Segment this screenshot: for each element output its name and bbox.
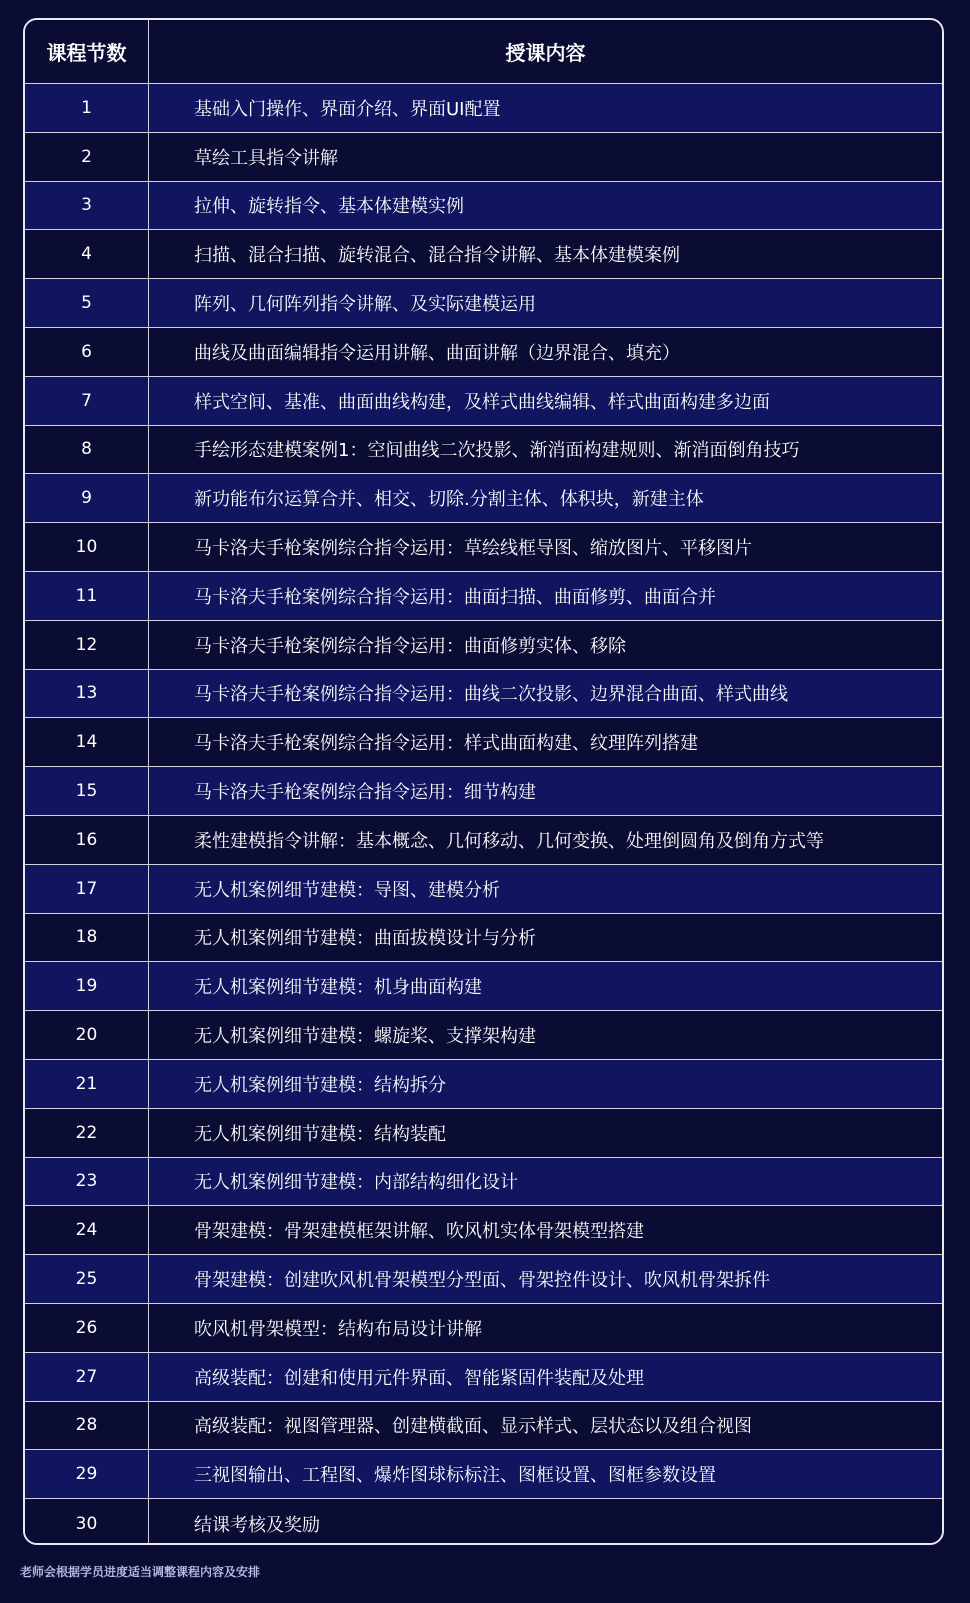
header-course-number: 课程节数 xyxy=(25,20,149,83)
table-row xyxy=(25,1206,942,1255)
table-row xyxy=(25,1304,942,1353)
course-content-cell: 马卡洛夫手枪案例综合指令运用：草绘线框导图、缩放图片、平移图片 xyxy=(194,538,752,560)
table-row xyxy=(25,84,942,133)
course-number-cell: 26 xyxy=(25,1304,149,1352)
table-row xyxy=(25,1109,942,1158)
course-number-cell: 22 xyxy=(25,1109,149,1157)
course-content-cell: 马卡洛夫手枪案例综合指令运用：样式曲面构建、纹理阵列搭建 xyxy=(194,733,698,755)
table-row xyxy=(25,426,942,475)
table-row xyxy=(25,328,942,377)
course-number-cell: 1 xyxy=(25,84,149,132)
course-content-cell: 吹风机骨架模型：结构布局设计讲解 xyxy=(194,1318,482,1340)
table-row xyxy=(25,182,942,231)
course-content-cell: 无人机案例细节建模：曲面拔模设计与分析 xyxy=(194,928,536,950)
footnote: 老师会根据学员进度适当调整课程内容及安排 xyxy=(20,1565,261,1579)
course-number-cell: 14 xyxy=(25,718,149,766)
course-number-cell: 19 xyxy=(25,962,149,1010)
course-content-cell: 马卡洛夫手枪案例综合指令运用：曲面修剪实体、移除 xyxy=(194,635,626,657)
table-row xyxy=(25,474,942,523)
course-content-cell: 高级装配：视图管理器、创建横截面、显示样式、层状态以及组合视图 xyxy=(194,1416,752,1438)
course-number-cell: 6 xyxy=(25,328,149,376)
course-number-cell: 7 xyxy=(25,377,149,425)
course-number-cell: 27 xyxy=(25,1353,149,1401)
course-content-cell: 扫描、混合扫描、旋转混合、混合指令讲解、基本体建模案例 xyxy=(194,245,680,267)
course-number-cell: 23 xyxy=(25,1158,149,1206)
course-content-cell: 样式空间、基准、曲面曲线构建，及样式曲线编辑、样式曲面构建多边面 xyxy=(194,391,770,413)
course-content-cell: 手绘形态建模案例1：空间曲线二次投影、渐消面构建规则、渐消面倒角技巧 xyxy=(194,440,800,462)
course-content-cell: 草绘工具指令讲解 xyxy=(194,147,338,169)
course-content-cell: 无人机案例细节建模：机身曲面构建 xyxy=(194,977,482,999)
course-content-cell: 高级装配：创建和使用元件界面、智能紧固件装配及处理 xyxy=(194,1367,644,1389)
course-number-cell: 30 xyxy=(25,1499,149,1545)
table-row xyxy=(25,962,942,1011)
course-content-cell: 曲线及曲面编辑指令运用讲解、曲面讲解（边界混合、填充） xyxy=(194,342,680,364)
course-number-cell: 29 xyxy=(25,1450,149,1498)
table-row xyxy=(25,670,942,719)
course-content-cell: 基础入门操作、界面介绍、界面UI配置 xyxy=(194,98,501,120)
course-number-cell: 5 xyxy=(25,279,149,327)
course-content-cell: 无人机案例细节建模：结构装配 xyxy=(194,1123,446,1145)
table-row xyxy=(25,279,942,328)
table-header-row xyxy=(25,20,942,84)
course-content-cell: 无人机案例细节建模：螺旋桨、支撑架构建 xyxy=(194,1026,536,1048)
course-number-cell: 17 xyxy=(25,865,149,913)
table-row xyxy=(25,133,942,182)
course-content-cell: 马卡洛夫手枪案例综合指令运用：曲面扫描、曲面修剪、曲面合并 xyxy=(194,586,716,608)
course-content-cell: 无人机案例细节建模：导图、建模分析 xyxy=(194,879,500,901)
course-schedule-table xyxy=(23,18,944,1545)
course-number-cell: 10 xyxy=(25,523,149,571)
course-number-cell: 24 xyxy=(25,1206,149,1254)
course-number-cell: 11 xyxy=(25,572,149,620)
course-number-cell: 25 xyxy=(25,1255,149,1303)
course-content-cell: 无人机案例细节建模：内部结构细化设计 xyxy=(194,1172,518,1194)
course-content-cell: 拉伸、旋转指令、基本体建模实例 xyxy=(194,196,464,218)
course-content-cell: 三视图输出、工程图、爆炸图球标标注、图框设置、图框参数设置 xyxy=(194,1465,716,1487)
course-number-cell: 2 xyxy=(25,133,149,181)
course-content-cell: 新功能布尔运算合并、相交、切除.分割主体、体积块，新建主体 xyxy=(194,489,704,511)
table-row xyxy=(25,1060,942,1109)
course-number-cell: 20 xyxy=(25,1011,149,1059)
table-row xyxy=(25,767,942,816)
course-number-cell: 4 xyxy=(25,230,149,278)
course-number-cell: 13 xyxy=(25,670,149,718)
course-content-cell: 骨架建模：骨架建模框架讲解、吹风机实体骨架模型搭建 xyxy=(194,1221,644,1243)
course-number-cell: 15 xyxy=(25,767,149,815)
table-row xyxy=(25,1450,942,1499)
table-row xyxy=(25,914,942,963)
table-row xyxy=(25,816,942,865)
course-content-cell: 结课考核及奖励 xyxy=(194,1514,320,1536)
table-row xyxy=(25,1353,942,1402)
course-content-cell: 骨架建模：创建吹风机骨架模型分型面、骨架控件设计、吹风机骨架拆件 xyxy=(194,1270,770,1292)
course-number-cell: 21 xyxy=(25,1060,149,1108)
table-row xyxy=(25,621,942,670)
table-row xyxy=(25,523,942,572)
course-content-cell: 阵列、几何阵列指令讲解、及实际建模运用 xyxy=(194,294,536,316)
table-row xyxy=(25,1402,942,1451)
table-row xyxy=(25,1255,942,1304)
course-number-cell: 18 xyxy=(25,914,149,962)
table-row xyxy=(25,865,942,914)
course-number-cell: 28 xyxy=(25,1402,149,1450)
course-content-cell: 柔性建模指令讲解：基本概念、几何移动、几何变换、处理倒圆角及倒角方式等 xyxy=(194,830,824,852)
header-course-content: 授课内容 xyxy=(505,41,586,65)
table-row xyxy=(25,230,942,279)
table-row xyxy=(25,718,942,767)
course-content-cell: 马卡洛夫手枪案例综合指令运用：曲线二次投影、边界混合曲面、样式曲线 xyxy=(194,684,788,706)
table-row xyxy=(25,1499,942,1545)
course-content-cell: 无人机案例细节建模：结构拆分 xyxy=(194,1074,446,1096)
table-row xyxy=(25,572,942,621)
course-number-cell: 9 xyxy=(25,474,149,522)
course-number-cell: 3 xyxy=(25,182,149,230)
table-row xyxy=(25,1011,942,1060)
table-row xyxy=(25,377,942,426)
course-number-cell: 12 xyxy=(25,621,149,669)
course-number-cell: 16 xyxy=(25,816,149,864)
table-row xyxy=(25,1158,942,1207)
course-content-cell: 马卡洛夫手枪案例综合指令运用：细节构建 xyxy=(194,782,536,804)
table-body xyxy=(25,84,942,1545)
course-number-cell: 8 xyxy=(25,426,149,474)
